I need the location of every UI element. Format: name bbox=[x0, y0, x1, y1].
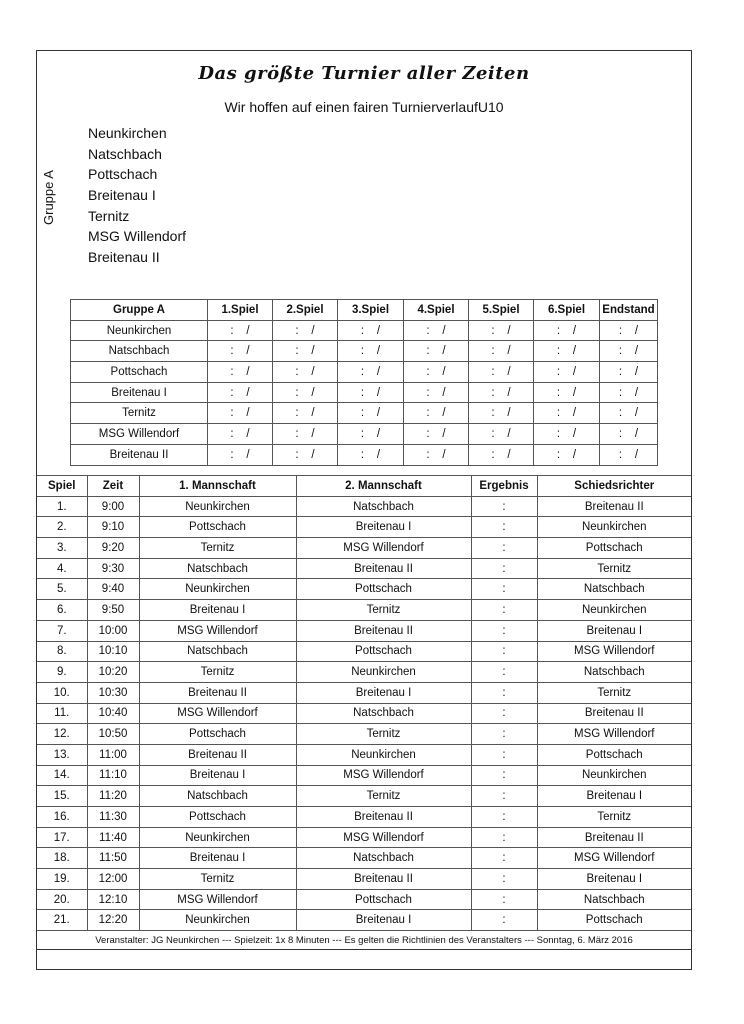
away-team-cell: Neunkirchen bbox=[296, 744, 471, 765]
match-number-cell: 6. bbox=[37, 600, 87, 621]
referee-cell: Neunkirchen bbox=[537, 600, 691, 621]
match-time-cell: 12:10 bbox=[87, 889, 139, 910]
match-time-cell: 10:30 bbox=[87, 682, 139, 703]
match-time-cell: 12:00 bbox=[87, 869, 139, 890]
table-row bbox=[37, 579, 691, 600]
tournament-sheet bbox=[36, 50, 692, 970]
table-row bbox=[37, 682, 691, 703]
match-number-cell: 2. bbox=[37, 517, 87, 538]
match-time-cell: 10:50 bbox=[87, 724, 139, 745]
away-team-cell: Natschbach bbox=[296, 496, 471, 517]
table-row bbox=[71, 424, 658, 445]
score-cell[interactable]: : / bbox=[600, 403, 658, 424]
score-cell[interactable]: : / bbox=[469, 362, 534, 383]
score-cell[interactable]: : / bbox=[534, 362, 600, 383]
group-header-cell: Endstand bbox=[600, 300, 658, 321]
match-number-cell: 17. bbox=[37, 827, 87, 848]
score-cell[interactable]: : / bbox=[208, 424, 273, 445]
score-cell[interactable]: : / bbox=[469, 341, 534, 362]
team-list-item: MSG Willendorf bbox=[88, 228, 187, 245]
away-team-cell: Pottschach bbox=[296, 889, 471, 910]
result-cell[interactable]: : bbox=[471, 517, 537, 538]
score-cell[interactable]: : / bbox=[208, 320, 273, 341]
referee-cell: Breitenau II bbox=[537, 496, 691, 517]
match-time-cell: 12:20 bbox=[87, 910, 139, 931]
score-cell[interactable]: : / bbox=[600, 320, 658, 341]
result-cell[interactable]: : bbox=[471, 600, 537, 621]
score-cell[interactable]: : / bbox=[469, 424, 534, 445]
score-cell[interactable]: : / bbox=[208, 444, 273, 465]
group-header-cell: 6.Spiel bbox=[534, 300, 600, 321]
result-cell[interactable]: : bbox=[471, 869, 537, 890]
team-name-cell: Neunkirchen bbox=[71, 320, 208, 341]
referee-cell: Ternitz bbox=[537, 682, 691, 703]
match-number-cell: 19. bbox=[37, 869, 87, 890]
referee-cell: Breitenau I bbox=[537, 869, 691, 890]
referee-cell: MSG Willendorf bbox=[537, 724, 691, 745]
table-row bbox=[37, 889, 691, 910]
score-cell[interactable]: : / bbox=[534, 444, 600, 465]
away-team-cell: Breitenau I bbox=[296, 910, 471, 931]
score-cell[interactable]: : / bbox=[208, 341, 273, 362]
match-number-cell: 11. bbox=[37, 703, 87, 724]
home-team-cell: Breitenau II bbox=[139, 682, 296, 703]
table-row bbox=[71, 362, 658, 383]
schedule-header-cell: Spiel bbox=[37, 476, 87, 497]
score-cell[interactable]: : / bbox=[273, 341, 338, 362]
group-header-cell: Gruppe A bbox=[71, 300, 208, 321]
match-time-cell: 11:50 bbox=[87, 848, 139, 869]
score-cell[interactable]: : / bbox=[469, 444, 534, 465]
result-cell[interactable]: : bbox=[471, 889, 537, 910]
group-header-cell: 2.Spiel bbox=[273, 300, 338, 321]
table-row bbox=[37, 662, 691, 683]
home-team-cell: Pottschach bbox=[139, 724, 296, 745]
referee-cell: Neunkirchen bbox=[537, 517, 691, 538]
group-header-cell: 1.Spiel bbox=[208, 300, 273, 321]
result-cell[interactable]: : bbox=[471, 620, 537, 641]
schedule-header-cell: Ergebnis bbox=[471, 476, 537, 497]
team-name-cell: Natschbach bbox=[71, 341, 208, 362]
away-team-cell: MSG Willendorf bbox=[296, 538, 471, 559]
score-cell[interactable]: : / bbox=[600, 341, 658, 362]
table-row bbox=[37, 496, 691, 517]
match-number-cell: 8. bbox=[37, 641, 87, 662]
match-time-cell: 10:20 bbox=[87, 662, 139, 683]
away-team-cell: Ternitz bbox=[296, 786, 471, 807]
match-time-cell: 9:10 bbox=[87, 517, 139, 538]
score-cell[interactable]: : / bbox=[273, 382, 338, 403]
match-time-cell: 11:10 bbox=[87, 765, 139, 786]
result-cell[interactable]: : bbox=[471, 807, 537, 828]
score-cell[interactable]: : / bbox=[273, 444, 338, 465]
score-cell[interactable]: : / bbox=[534, 382, 600, 403]
home-team-cell: Ternitz bbox=[139, 538, 296, 559]
team-name-cell: MSG Willendorf bbox=[71, 424, 208, 445]
home-team-cell: Natschbach bbox=[139, 786, 296, 807]
table-row bbox=[37, 869, 691, 890]
group-header-cell: 3.Spiel bbox=[338, 300, 404, 321]
result-cell[interactable]: : bbox=[471, 496, 537, 517]
document-title: Das größte Turnier aller Zeiten bbox=[198, 63, 530, 84]
match-number-cell: 3. bbox=[37, 538, 87, 559]
match-time-cell: 11:00 bbox=[87, 744, 139, 765]
score-cell[interactable]: : / bbox=[534, 341, 600, 362]
table-row bbox=[37, 765, 691, 786]
score-cell[interactable]: : / bbox=[600, 362, 658, 383]
result-cell[interactable]: : bbox=[471, 662, 537, 683]
match-time-cell: 11:20 bbox=[87, 786, 139, 807]
score-cell[interactable]: : / bbox=[534, 424, 600, 445]
referee-cell: Breitenau I bbox=[537, 620, 691, 641]
away-team-cell: Pottschach bbox=[296, 579, 471, 600]
away-team-cell: Breitenau I bbox=[296, 682, 471, 703]
referee-cell: Breitenau II bbox=[537, 703, 691, 724]
team-list-item: Natschbach bbox=[88, 145, 162, 162]
referee-cell: Breitenau II bbox=[537, 827, 691, 848]
score-cell[interactable]: : / bbox=[534, 403, 600, 424]
score-cell[interactable]: : / bbox=[338, 444, 404, 465]
home-team-cell: MSG Willendorf bbox=[139, 620, 296, 641]
table-row bbox=[37, 786, 691, 807]
schedule-header-cell: Schiedsrichter bbox=[537, 476, 691, 497]
home-team-cell: Breitenau I bbox=[139, 765, 296, 786]
away-team-cell: Breitenau I bbox=[296, 517, 471, 538]
score-cell[interactable]: : / bbox=[273, 320, 338, 341]
table-row bbox=[37, 910, 691, 931]
team-name-cell: Pottschach bbox=[71, 362, 208, 383]
home-team-cell: Breitenau I bbox=[139, 600, 296, 621]
result-cell[interactable]: : bbox=[471, 558, 537, 579]
match-time-cell: 10:00 bbox=[87, 620, 139, 641]
group-standings-table bbox=[70, 299, 658, 466]
home-team-cell: Natschbach bbox=[139, 641, 296, 662]
score-cell[interactable]: : / bbox=[600, 382, 658, 403]
referee-cell: Natschbach bbox=[537, 579, 691, 600]
home-team-cell: Neunkirchen bbox=[139, 910, 296, 931]
away-team-cell: Breitenau II bbox=[296, 620, 471, 641]
team-list-item: Pottschach bbox=[88, 166, 158, 183]
result-cell[interactable]: : bbox=[471, 641, 537, 662]
table-row bbox=[37, 744, 691, 765]
table-row bbox=[37, 848, 691, 869]
referee-cell: Natschbach bbox=[537, 662, 691, 683]
score-cell[interactable]: : / bbox=[600, 444, 658, 465]
score-cell[interactable]: : / bbox=[404, 403, 469, 424]
referee-cell: Natschbach bbox=[537, 889, 691, 910]
table-row bbox=[37, 620, 691, 641]
match-number-cell: 18. bbox=[37, 848, 87, 869]
result-cell[interactable]: : bbox=[471, 765, 537, 786]
home-team-cell: MSG Willendorf bbox=[139, 889, 296, 910]
referee-cell: MSG Willendorf bbox=[537, 848, 691, 869]
referee-cell: Pottschach bbox=[537, 910, 691, 931]
score-cell[interactable]: : / bbox=[404, 382, 469, 403]
score-cell[interactable]: : / bbox=[404, 444, 469, 465]
table-row bbox=[37, 703, 691, 724]
score-cell[interactable]: : / bbox=[600, 424, 658, 445]
result-cell[interactable]: : bbox=[471, 786, 537, 807]
home-team-cell: Neunkirchen bbox=[139, 496, 296, 517]
table-row bbox=[37, 600, 691, 621]
score-cell[interactable]: : / bbox=[208, 382, 273, 403]
match-time-cell: 11:40 bbox=[87, 827, 139, 848]
away-team-cell: Breitenau II bbox=[296, 558, 471, 579]
away-team-cell: Neunkirchen bbox=[296, 662, 471, 683]
match-time-cell: 10:10 bbox=[87, 641, 139, 662]
score-cell[interactable]: : / bbox=[469, 320, 534, 341]
match-time-cell: 11:30 bbox=[87, 807, 139, 828]
result-cell[interactable]: : bbox=[471, 848, 537, 869]
table-row bbox=[71, 382, 658, 403]
score-cell[interactable]: : / bbox=[338, 382, 404, 403]
score-cell[interactable]: : / bbox=[404, 320, 469, 341]
match-number-cell: 15. bbox=[37, 786, 87, 807]
score-cell[interactable]: : / bbox=[469, 382, 534, 403]
home-team-cell: Breitenau I bbox=[139, 848, 296, 869]
away-team-cell: Pottschach bbox=[296, 641, 471, 662]
score-cell[interactable]: : / bbox=[338, 403, 404, 424]
table-row bbox=[37, 538, 691, 559]
match-number-cell: 13. bbox=[37, 744, 87, 765]
score-cell[interactable]: : / bbox=[208, 362, 273, 383]
referee-cell: Neunkirchen bbox=[537, 765, 691, 786]
score-cell[interactable]: : / bbox=[338, 424, 404, 445]
score-cell[interactable]: : / bbox=[208, 403, 273, 424]
result-cell[interactable]: : bbox=[471, 744, 537, 765]
team-name-cell: Breitenau II bbox=[71, 444, 208, 465]
away-team-cell: MSG Willendorf bbox=[296, 765, 471, 786]
result-cell[interactable]: : bbox=[471, 579, 537, 600]
away-team-cell: Breitenau II bbox=[296, 807, 471, 828]
team-list-item: Ternitz bbox=[88, 207, 130, 224]
home-team-cell: Pottschach bbox=[139, 807, 296, 828]
home-team-cell: Neunkirchen bbox=[139, 827, 296, 848]
group-label-vertical: Gruppe A bbox=[41, 170, 56, 225]
result-cell[interactable]: : bbox=[471, 827, 537, 848]
match-time-cell: 9:30 bbox=[87, 558, 139, 579]
team-list-item: Breitenau II bbox=[88, 249, 160, 266]
schedule-header-cell: 1. Mannschaft bbox=[139, 476, 296, 497]
team-list bbox=[88, 123, 186, 268]
referee-cell: Pottschach bbox=[537, 538, 691, 559]
match-schedule-table bbox=[37, 475, 691, 931]
home-team-cell: Natschbach bbox=[139, 558, 296, 579]
away-team-cell: Natschbach bbox=[296, 703, 471, 724]
referee-cell: Pottschach bbox=[537, 744, 691, 765]
match-number-cell: 20. bbox=[37, 889, 87, 910]
away-team-cell: MSG Willendorf bbox=[296, 827, 471, 848]
schedule-header-cell: 2. Mannschaft bbox=[296, 476, 471, 497]
score-cell[interactable]: : / bbox=[534, 320, 600, 341]
home-team-cell: Neunkirchen bbox=[139, 579, 296, 600]
match-time-cell: 9:40 bbox=[87, 579, 139, 600]
away-team-cell: Ternitz bbox=[296, 724, 471, 745]
table-row bbox=[37, 827, 691, 848]
score-cell[interactable]: : / bbox=[469, 403, 534, 424]
match-number-cell: 1. bbox=[37, 496, 87, 517]
table-row bbox=[37, 558, 691, 579]
home-team-cell: Ternitz bbox=[139, 662, 296, 683]
schedule-header-cell: Zeit bbox=[87, 476, 139, 497]
table-row bbox=[71, 444, 658, 465]
referee-cell: Breitenau I bbox=[537, 786, 691, 807]
table-row bbox=[71, 341, 658, 362]
match-number-cell: 7. bbox=[37, 620, 87, 641]
document-subtitle: Wir hoffen auf einen fairen TurnierverlaufU10 bbox=[224, 99, 504, 115]
match-number-cell: 14. bbox=[37, 765, 87, 786]
result-cell[interactable]: : bbox=[471, 703, 537, 724]
match-time-cell: 10:40 bbox=[87, 703, 139, 724]
team-list-item: Neunkirchen bbox=[88, 125, 167, 141]
match-time-cell: 9:20 bbox=[87, 538, 139, 559]
home-team-cell: Ternitz bbox=[139, 869, 296, 890]
score-cell[interactable]: : / bbox=[273, 403, 338, 424]
away-team-cell: Natschbach bbox=[296, 848, 471, 869]
score-cell[interactable]: : / bbox=[404, 424, 469, 445]
result-cell[interactable]: : bbox=[471, 682, 537, 703]
home-team-cell: MSG Willendorf bbox=[139, 703, 296, 724]
group-table-header bbox=[71, 300, 658, 321]
away-team-cell: Ternitz bbox=[296, 600, 471, 621]
table-row bbox=[71, 320, 658, 341]
result-cell[interactable]: : bbox=[471, 724, 537, 745]
team-list-item: Breitenau I bbox=[88, 187, 156, 204]
referee-cell: Ternitz bbox=[537, 807, 691, 828]
home-team-cell: Pottschach bbox=[139, 517, 296, 538]
score-cell[interactable]: : / bbox=[404, 362, 469, 383]
team-name-cell: Breitenau I bbox=[71, 382, 208, 403]
away-team-cell: Breitenau II bbox=[296, 869, 471, 890]
match-number-cell: 21. bbox=[37, 910, 87, 931]
referee-cell: Ternitz bbox=[537, 558, 691, 579]
score-cell[interactable]: : / bbox=[338, 320, 404, 341]
schedule-table-header bbox=[37, 476, 691, 497]
group-header-cell: 5.Spiel bbox=[469, 300, 534, 321]
table-row bbox=[37, 641, 691, 662]
score-cell[interactable]: : / bbox=[404, 341, 469, 362]
home-team-cell: Breitenau II bbox=[139, 744, 296, 765]
score-cell[interactable]: : / bbox=[338, 341, 404, 362]
table-row bbox=[71, 403, 658, 424]
score-cell[interactable]: : / bbox=[273, 424, 338, 445]
group-header-cell: 4.Spiel bbox=[404, 300, 469, 321]
referee-cell: MSG Willendorf bbox=[537, 641, 691, 662]
table-row bbox=[37, 807, 691, 828]
match-number-cell: 10. bbox=[37, 682, 87, 703]
table-row bbox=[37, 724, 691, 745]
match-number-cell: 12. bbox=[37, 724, 87, 745]
match-time-cell: 9:00 bbox=[87, 496, 139, 517]
footer-info: Veranstalter: JG Neunkirchen --- Spielzeit: 1x 8 Minuten --- Es gelten die Richtlinien des Veranstalters --- Sonntag, 6. März 2016 bbox=[37, 932, 691, 950]
score-cell[interactable]: : / bbox=[338, 362, 404, 383]
match-time-cell: 9:50 bbox=[87, 600, 139, 621]
team-name-cell: Ternitz bbox=[71, 403, 208, 424]
match-number-cell: 9. bbox=[37, 662, 87, 683]
match-number-cell: 16. bbox=[37, 807, 87, 828]
table-row bbox=[37, 517, 691, 538]
match-number-cell: 4. bbox=[37, 558, 87, 579]
result-cell[interactable]: : bbox=[471, 910, 537, 931]
result-cell[interactable]: : bbox=[471, 538, 537, 559]
match-number-cell: 5. bbox=[37, 579, 87, 600]
score-cell[interactable]: : / bbox=[273, 362, 338, 383]
